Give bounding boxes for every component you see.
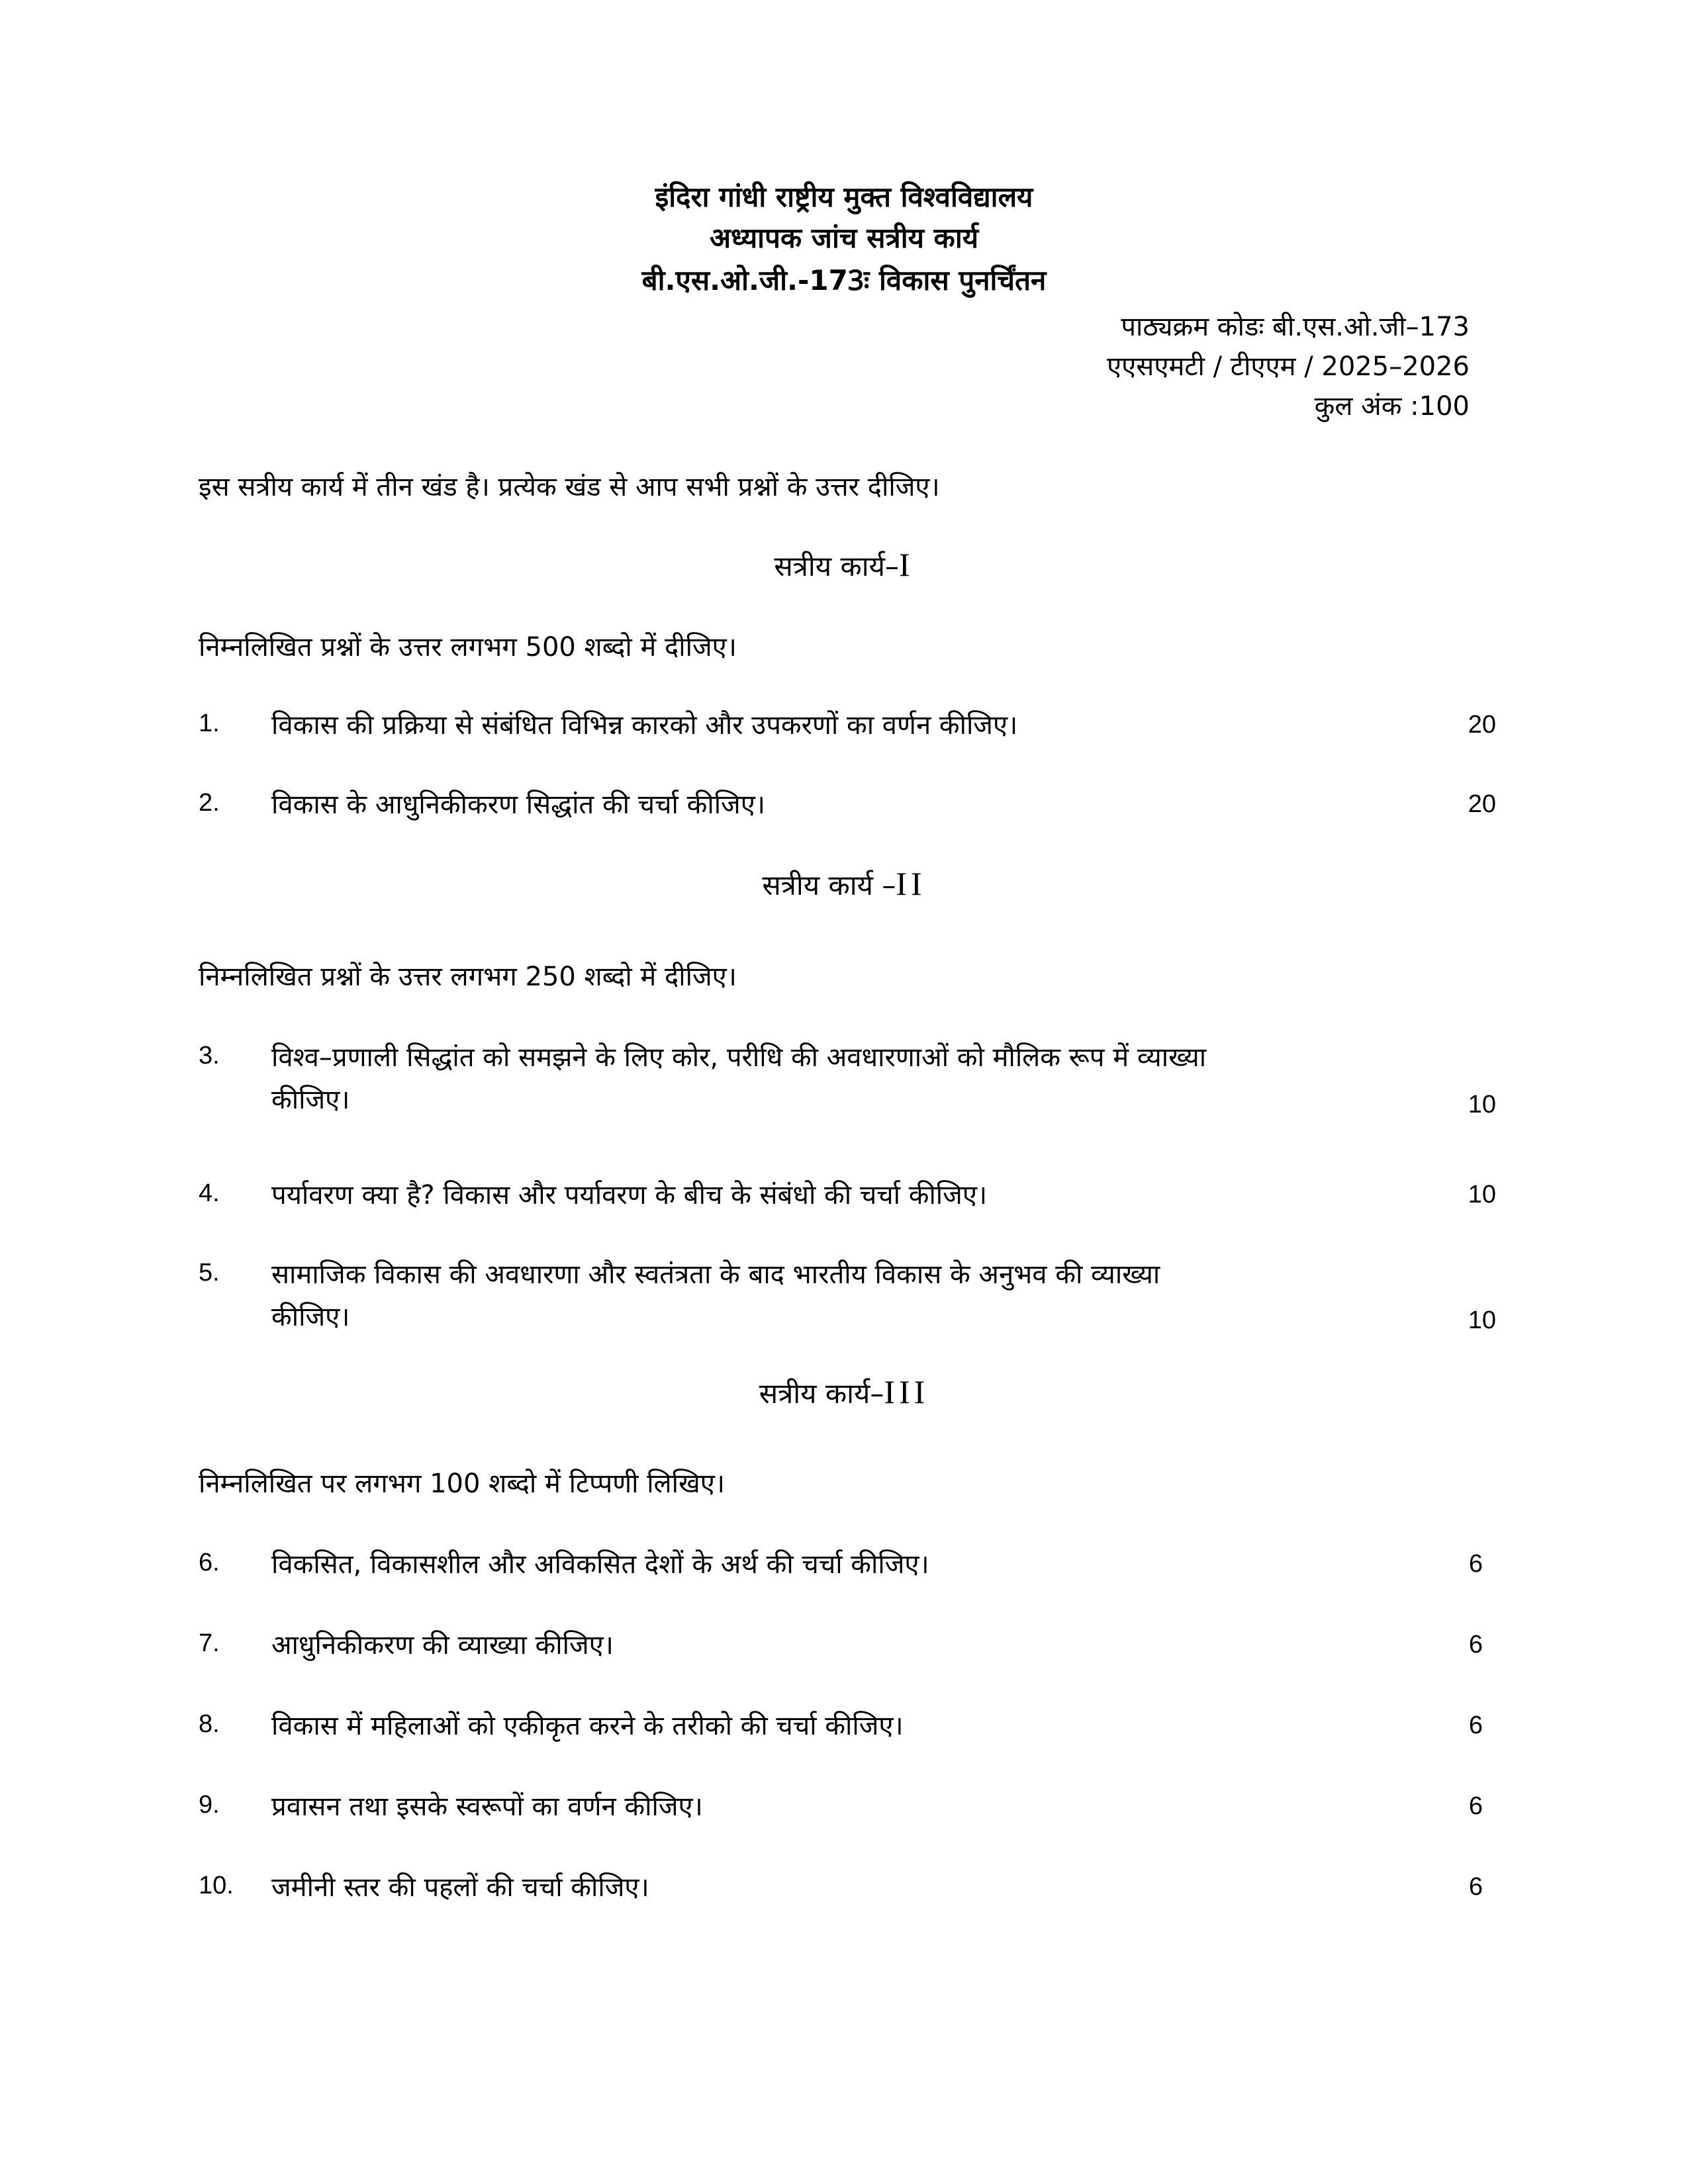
question-number: 9. xyxy=(199,1791,220,1819)
section-heading-text: सत्रीय कार्य– xyxy=(774,550,899,582)
question-marks: 6 xyxy=(1468,1873,1483,1901)
section-instruction-3: निम्नलिखित पर लगभग 100 शब्दो में टिप्पणी लिखिए। xyxy=(199,1469,726,1499)
question-marks: 20 xyxy=(1468,790,1496,818)
question-text-line2: कीजिए। xyxy=(271,1302,350,1332)
total-marks: कुल अंक :100 xyxy=(1314,391,1470,422)
section-instruction-2: निम्नलिखित प्रश्नों के उत्तर लगभग 250 शब्दो में दीजिए। xyxy=(199,962,737,992)
question-text-line2: कीजिए। xyxy=(271,1085,350,1115)
section-heading-1 xyxy=(0,545,1688,584)
assignment-type: अध्यापक जांच सत्रीय कार्य xyxy=(709,222,979,254)
question-number: 3. xyxy=(199,1042,220,1069)
general-instruction: इस सत्रीय कार्य में तीन खंड है। प्रत्येक खंड से आप सभी प्रश्नों के उत्तर दीजिए। xyxy=(199,472,940,502)
question-marks: 6 xyxy=(1468,1792,1483,1820)
question-marks: 10 xyxy=(1468,1306,1496,1334)
question-number: 2. xyxy=(199,789,220,817)
question-text-line1: सामाजिक विकास की अवधारणा और स्वतंत्रता के बाद भारतीय विकास के अनुभव की व्याख्या xyxy=(271,1259,1160,1290)
question-text: विकसित, विकासशील और अविकसित देशों के अर्थ की चर्चा कीजिए। xyxy=(271,1549,929,1580)
section-heading-3 xyxy=(0,1373,1688,1412)
question-marks: 6 xyxy=(1468,1711,1483,1739)
section-heading-text: सत्रीय कार्य– xyxy=(759,1377,884,1410)
question-number: 6. xyxy=(199,1549,220,1576)
section-instruction-1: निम्नलिखित प्रश्नों के उत्तर लगभग 500 शब्दो में दीजिए। xyxy=(199,632,737,662)
course-title: बी.एस.ओ.जी.-173ः विकास पुनर्चिंतन xyxy=(641,264,1047,296)
question-text: पर्यावरण क्या है? विकास और पर्यावरण के बीच के संबंधो की चर्चा कीजिए। xyxy=(271,1180,988,1210)
question-number: 8. xyxy=(199,1710,220,1738)
question-text: विकास की प्रक्रिया से संबंधित विभिन्न कारको और उपकरणों का वर्णन कीजिए। xyxy=(271,710,1018,741)
question-text: आधुनिकीकरण की व्याख्या कीजिए। xyxy=(271,1630,614,1661)
question-number: 10. xyxy=(199,1872,234,1899)
question-number: 7. xyxy=(199,1629,220,1657)
question-marks: 20 xyxy=(1468,711,1496,739)
question-number: 4. xyxy=(199,1179,220,1207)
question-marks: 10 xyxy=(1468,1091,1496,1118)
question-number: 5. xyxy=(199,1259,220,1287)
section-roman-numeral: III xyxy=(884,1373,929,1410)
question-text-line1: विश्व–प्रणाली सिद्धांत को समझने के लिए कोर, परीधि की अवधारणाओं को मौलिक रूप में व्याख्या xyxy=(271,1042,1207,1073)
question-text: विकास के आधुनिकीकरण सिद्धांत की चर्चा कीजिए। xyxy=(271,790,766,820)
question-number: 1. xyxy=(199,709,220,737)
section-heading-text: सत्रीय कार्य – xyxy=(762,869,896,901)
section-roman-numeral: I xyxy=(899,546,914,583)
course-code: पाठ्यक्रम कोडः बी.एस.ओ.जी–173 xyxy=(1121,312,1470,342)
section-roman-numeral: II xyxy=(896,865,926,902)
question-text: प्रवासन तथा इसके स्वरूपों का वर्णन कीजिए। xyxy=(271,1792,703,1822)
question-marks: 6 xyxy=(1468,1631,1483,1659)
question-text: विकास में महिलाओं को एकीकृत करने के तरीको की चर्चा कीजिए। xyxy=(271,1711,904,1741)
section-heading-2 xyxy=(0,864,1688,903)
university-name: इंदिरा गांधी राष्ट्रीय मुक्त विश्वविद्यालय xyxy=(655,181,1033,213)
question-text: जमीनी स्तर की पहलों की चर्चा कीजिए। xyxy=(271,1872,649,1903)
assignment-code: एएसएमटी / टीएएम / 2025–2026 xyxy=(1107,351,1470,382)
question-marks: 10 xyxy=(1468,1181,1496,1208)
question-marks: 6 xyxy=(1468,1550,1483,1578)
